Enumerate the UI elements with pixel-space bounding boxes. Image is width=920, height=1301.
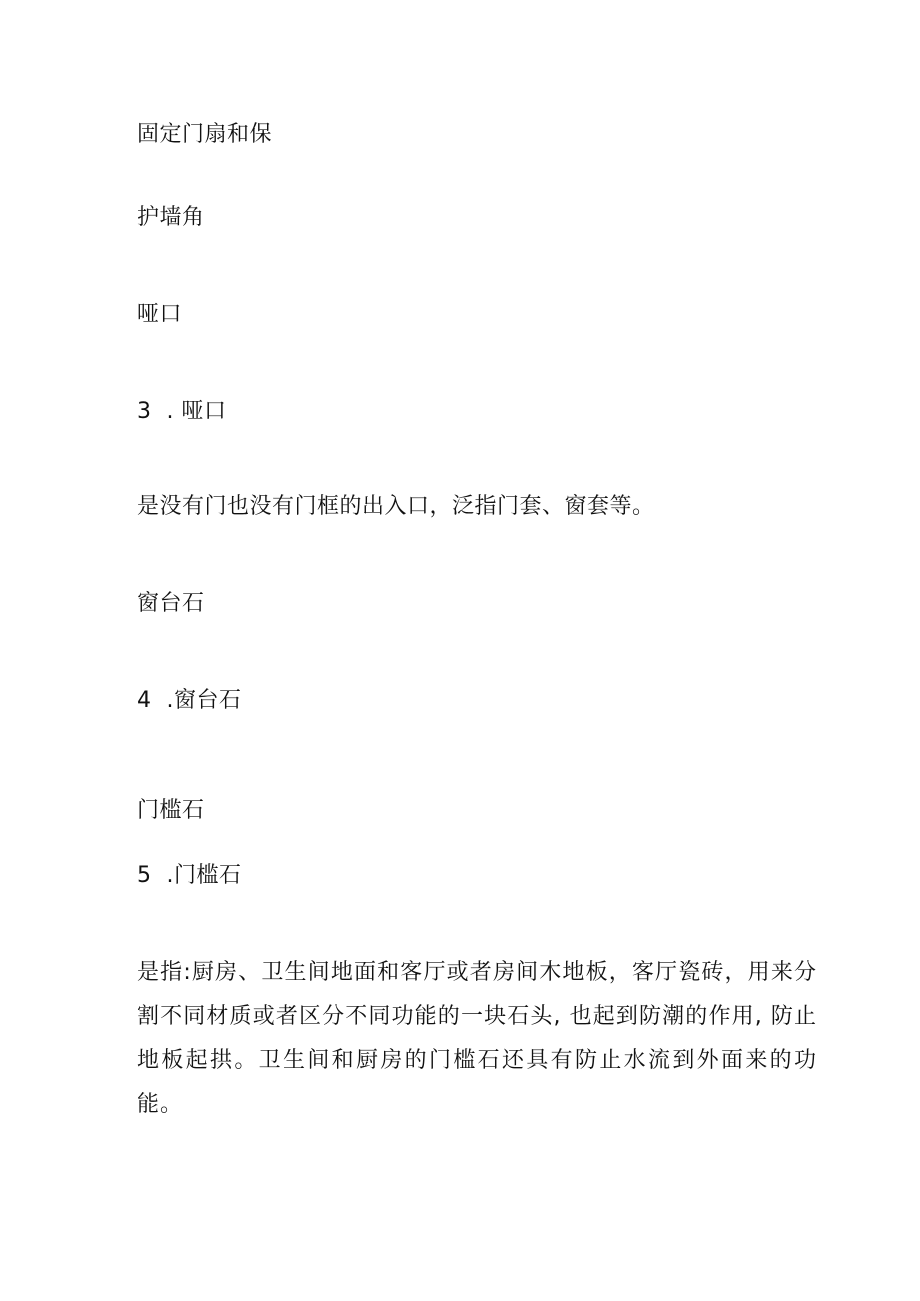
text-line: 固定门扇和保 <box>137 122 273 147</box>
body-paragraph: 是指:厨房、卫生间地面和客厅或者房间木地板，客厅瓷砖，用来分割不同材质或者区分不同功能的一块石头, 也起到防潮的作用, 防止地板起拱。卫生间和厨房的门槛石还具有防止水流到外面来的功能。 <box>137 960 817 1117</box>
list-item-5 <box>137 861 242 891</box>
list-number: 4 <box>137 688 152 713</box>
text-line: 护墙角 <box>137 205 205 230</box>
list-item-label: .门槛石 <box>166 863 242 888</box>
list-item-label: .窗台石 <box>166 688 242 713</box>
text-line: 门槛石 <box>137 798 205 823</box>
list-item-3 <box>137 397 227 427</box>
text-line: 哑口 <box>137 302 183 327</box>
list-number: 5 <box>137 863 152 888</box>
list-number: 3 <box>137 399 152 424</box>
text-line: 窗台石 <box>137 591 205 616</box>
list-item-4 <box>137 686 242 716</box>
text-line: 是没有门也没有门框的出入口，泛指门套、窗套等。 <box>137 494 655 519</box>
list-item-label: . 哑口 <box>166 399 227 424</box>
